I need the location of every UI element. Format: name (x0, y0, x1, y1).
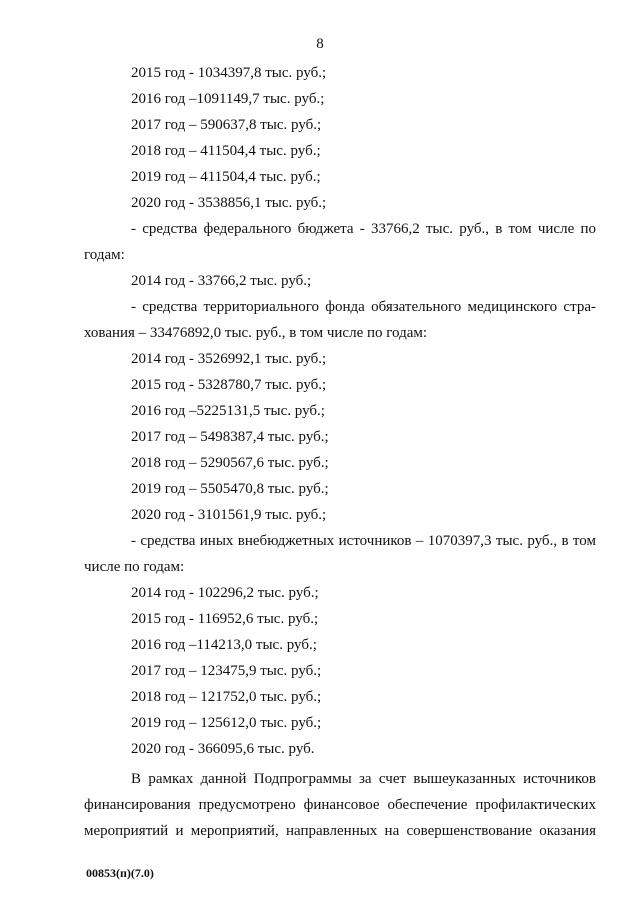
subprogram-paragraph-line-2: финансирования предусмотрено финансовое обеспечение профилактических (84, 797, 596, 813)
subprogram-paragraph-line-1 (84, 770, 596, 788)
funding-line-2016-a: 2016 год –1091149,7 тыс. руб.; (131, 91, 325, 107)
funding-line-2018-c: 2018 год – 121752,0 тыс. руб.; (131, 689, 322, 705)
funding-line-2015-b: 2015 год - 5328780,7 тыс. руб.; (131, 377, 327, 393)
funding-line-2015-a: 2015 год - 1034397,8 тыс. руб.; (131, 65, 327, 81)
territorial-fund-paragraph-line-2: хования – 33476892,0 тыс. руб., в том числе по годам: (84, 325, 428, 341)
funding-line-2019-a: 2019 год – 411504,4 тыс. руб.; (131, 169, 321, 185)
territorial-fund-text: - средства территориального фонда обязательного медицинского стра- (131, 299, 596, 315)
funding-line-2020-a: 2020 год - 3538856,1 тыс. руб.; (131, 195, 327, 211)
funding-line-2017-c: 2017 год – 123475,9 тыс. руб.; (131, 663, 322, 679)
territorial-fund-paragraph-line-1 (84, 298, 596, 316)
funding-line-2016-b: 2016 год –5225131,5 тыс. руб.; (131, 403, 325, 419)
federal-budget-text: - средства федерального бюджета - 33766,2 тыс. руб., в том числе по (131, 221, 596, 237)
other-sources-paragraph-line-1 (84, 532, 596, 550)
funding-line-2018-b: 2018 год – 5290567,6 тыс. руб.; (131, 455, 329, 471)
subprogram-paragraph-line-3: мероприятий и мероприятий, направленных на совершенствование оказания (84, 823, 596, 839)
funding-line-2020-c: 2020 год - 366095,6 тыс. руб. (131, 741, 315, 757)
page-number: 8 (316, 36, 324, 52)
funding-line-2016-c: 2016 год –114213,0 тыс. руб.; (131, 637, 317, 653)
other-sources-paragraph-line-2: числе по годам: (84, 559, 185, 575)
funding-line-2018-a: 2018 год – 411504,4 тыс. руб.; (131, 143, 321, 159)
funding-line-2014-c: 2014 год - 102296,2 тыс. руб.; (131, 585, 319, 601)
funding-line-2017-b: 2017 год – 5498387,4 тыс. руб.; (131, 429, 329, 445)
federal-budget-paragraph-line-2: годам: (84, 247, 125, 263)
subprogram-text-1: В рамках данной Подпрограммы за счет вышеуказанных источников (131, 771, 596, 787)
funding-line-2015-c: 2015 год - 116952,6 тыс. руб.; (131, 611, 319, 627)
document-footer-code: 00853(п)(7.0) (86, 866, 154, 880)
funding-line-2019-c: 2019 год – 125612,0 тыс. руб.; (131, 715, 322, 731)
funding-line-2020-b: 2020 год - 3101561,9 тыс. руб.; (131, 507, 327, 523)
funding-line-2014-b: 2014 год - 3526992,1 тыс. руб.; (131, 351, 327, 367)
funding-line-2017-a: 2017 год – 590637,8 тыс. руб.; (131, 117, 322, 133)
funding-line-2019-b: 2019 год – 5505470,8 тыс. руб.; (131, 481, 329, 497)
other-sources-text: - средства иных внебюджетных источников – 1070397,3 тыс. руб., в том (131, 533, 596, 549)
federal-budget-paragraph-line-1 (84, 220, 596, 238)
funding-line-2014-federal: 2014 год - 33766,2 тыс. руб.; (131, 273, 312, 289)
